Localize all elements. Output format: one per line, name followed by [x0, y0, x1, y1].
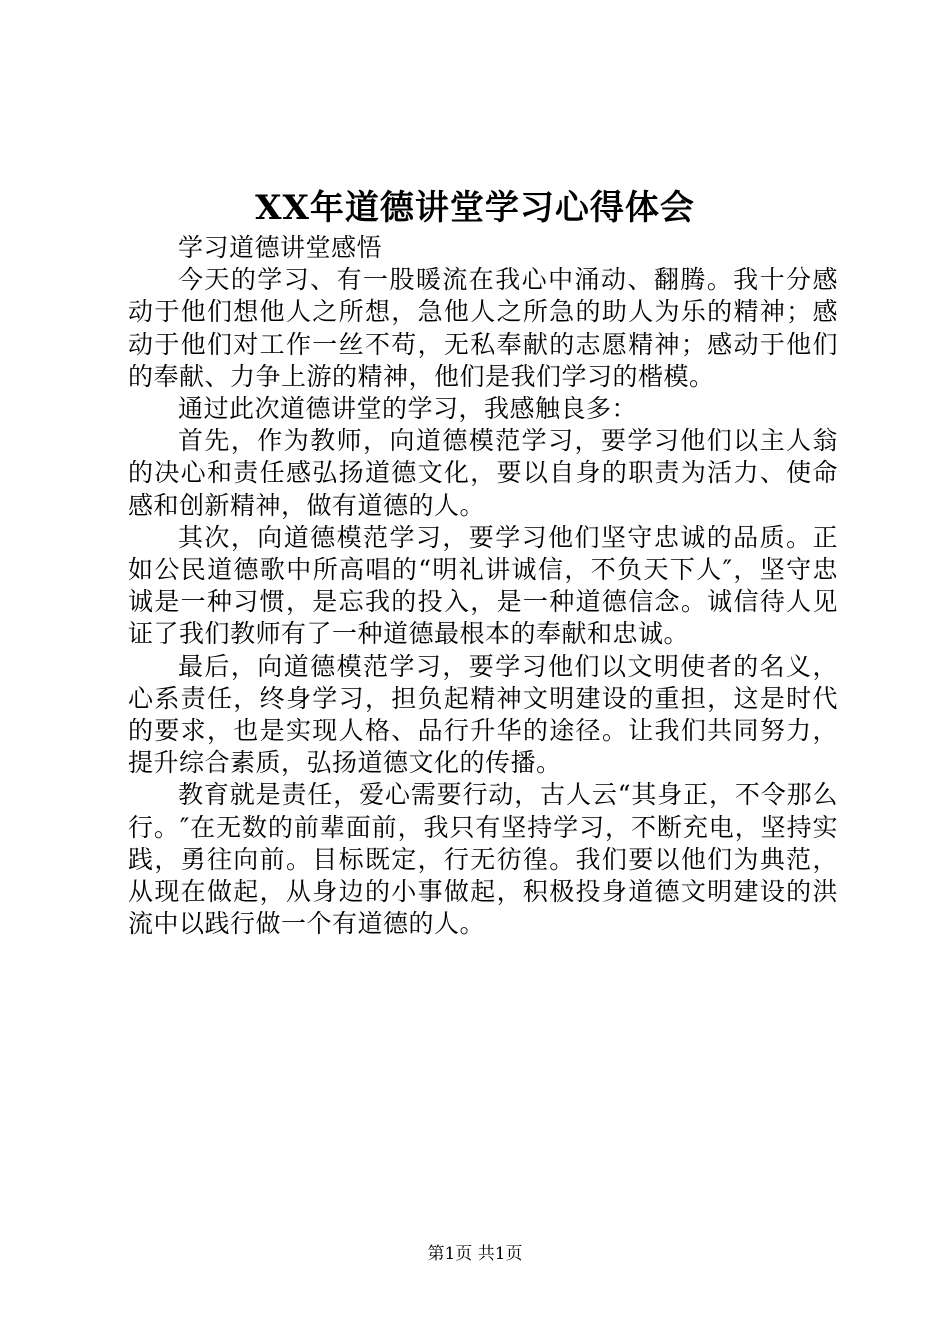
- paragraph-1: 今天的学习、有一股暖流在我心中涌动、翻腾。我十分感动于他们想他人之所想，急他人之所急的助人为乐的精神；感动于他们对工作一丝不苟，无私奉献的志愿精神；感动于他们的奉献、力争上游的精神，他们是我们学习的楷模。: [128, 265, 838, 391]
- page-footer: 第1页 共1页: [427, 1244, 523, 1264]
- paragraph-2: 通过此次道德讲堂的学习，我感触良多：: [178, 394, 638, 424]
- paragraph-5: 最后，向道德模范学习，要学习他们以文明使者的名义，心系责任，终身学习，担负起精神文明建设的重担，这是时代的要求，也是实现人格、品行升华的途径。让我们共同努力，提升综合素质，弘扬道德文化的传播。: [128, 651, 838, 778]
- document-body: [128, 232, 838, 940]
- paragraph-6: 教育就是责任，爱心需要行动，古人云“其身正，不令那么行。″在无数的前辈面前，我只有坚持学习，不断充电，坚持实践，勇往向前。目标既定，行无彷徨。我们要以他们为典范，从现在做起，从身边的小事做起，积极投身道德文明建设的洪流中以践行做一个有道德的人。: [128, 780, 838, 939]
- paragraph-3: 首先，作为教师，向道德模范学习，要学习他们以主人翁的决心和责任感弘扬道德文化，要以自身的职责为活力、使命感和创新精神，做有道德的人。: [128, 426, 838, 520]
- paragraph-subtitle: 学习道德讲堂感悟: [178, 233, 383, 262]
- document-title: XX年道德讲堂学习心得体会: [255, 188, 695, 228]
- paragraph-4: 其次，向道德模范学习，要学习他们坚守忠诚的品质。正如公民道德歌中所高唱的“明礼讲诚信，不负天下人″，坚守忠诚是一种习惯，是忘我的投入，是一种道德信念。诚信待人见证了我们教师有了一种道德最根本的奉献和忠诚。: [128, 522, 838, 649]
